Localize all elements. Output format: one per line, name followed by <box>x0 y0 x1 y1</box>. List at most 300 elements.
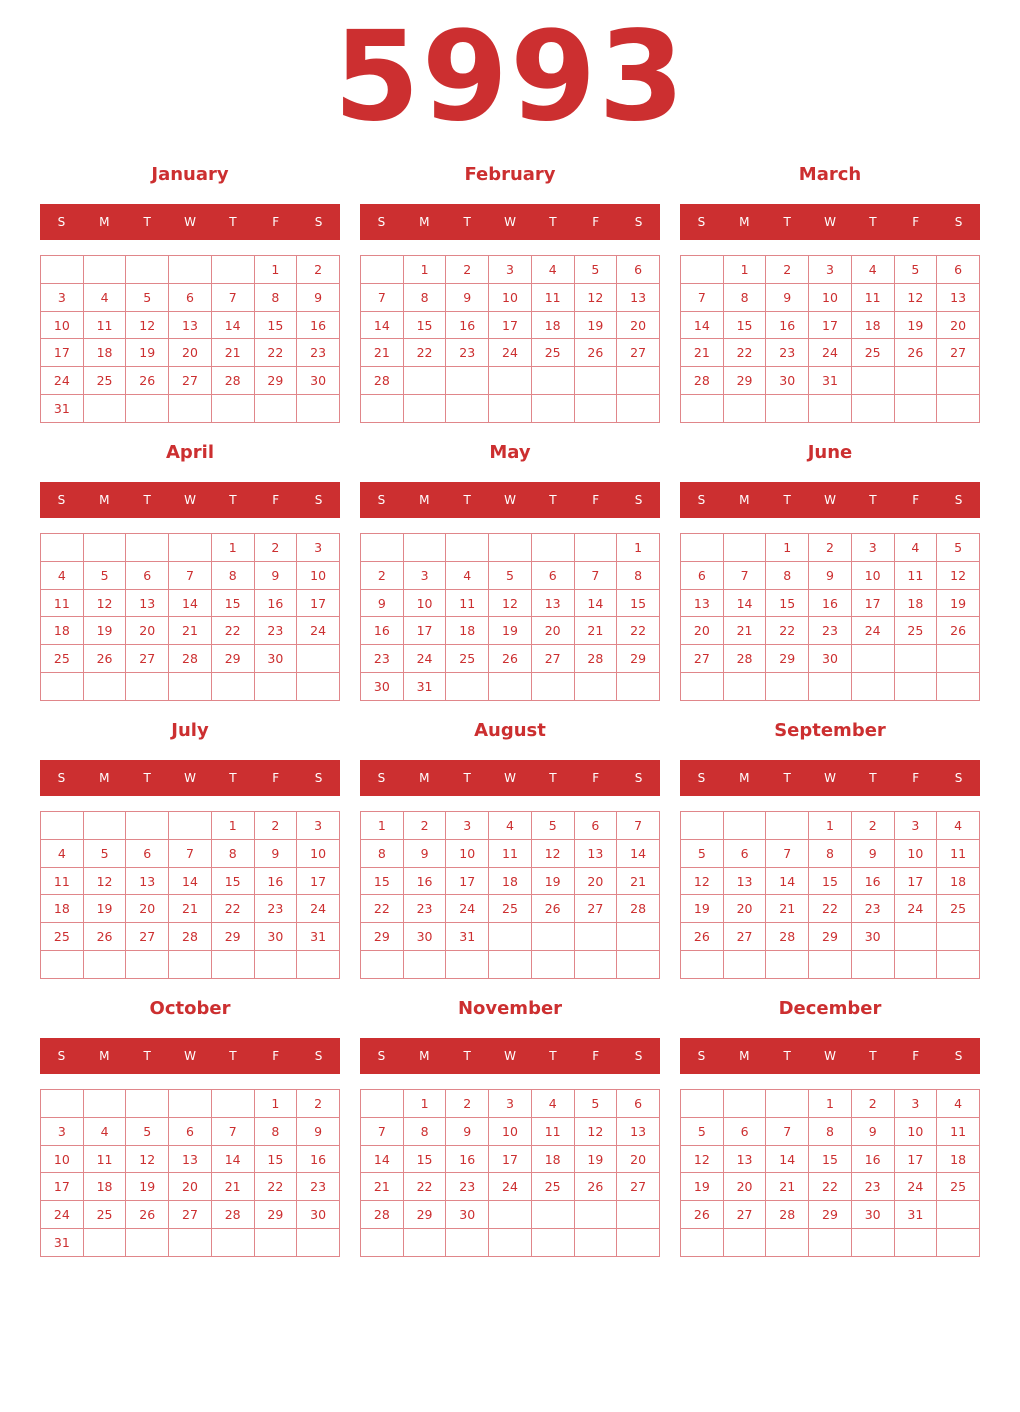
day-cell: 16 <box>361 617 404 645</box>
empty-day-cell <box>723 1090 766 1118</box>
day-cell: 12 <box>126 311 169 339</box>
day-cell: 24 <box>809 339 852 367</box>
day-cell: 18 <box>531 311 574 339</box>
weekday-header: T <box>229 1049 237 1063</box>
weekday-header: T <box>143 771 151 785</box>
empty-day-cell <box>489 951 532 979</box>
empty-day-cell <box>809 951 852 979</box>
empty-day-cell <box>766 1229 809 1257</box>
week-row <box>681 311 980 339</box>
month-name: December <box>778 998 882 1019</box>
empty-day-cell <box>403 1229 446 1257</box>
weekday-header: F <box>912 771 920 785</box>
day-cell: 8 <box>809 1117 852 1145</box>
week-row <box>41 1145 340 1173</box>
day-cell: 15 <box>403 311 446 339</box>
day-cell: 16 <box>766 311 809 339</box>
day-cell: 9 <box>297 283 340 311</box>
weekday-header: T <box>783 1049 791 1063</box>
empty-day-cell <box>41 812 84 840</box>
empty-day-cell <box>297 673 340 701</box>
day-cell: 11 <box>41 589 84 617</box>
week-row <box>361 1229 660 1257</box>
day-cell: 21 <box>169 895 212 923</box>
weekday-header: T <box>869 493 877 507</box>
weekday-header: W <box>824 493 836 507</box>
day-cell: 9 <box>851 839 894 867</box>
day-cell: 27 <box>937 339 980 367</box>
weekday-header: W <box>504 771 516 785</box>
day-cell: 30 <box>809 645 852 673</box>
empty-day-cell <box>531 1201 574 1229</box>
empty-day-cell <box>681 395 724 423</box>
empty-day-cell <box>574 923 617 951</box>
day-cell: 11 <box>489 839 532 867</box>
day-cell: 27 <box>681 645 724 673</box>
weekday-header: W <box>184 215 196 229</box>
weekday-header-bar <box>40 482 340 518</box>
empty-day-cell <box>169 256 212 284</box>
day-cell: 22 <box>809 895 852 923</box>
day-grid <box>360 255 660 423</box>
month-name: February <box>464 164 556 185</box>
day-cell: 10 <box>403 589 446 617</box>
empty-day-cell <box>681 1229 724 1257</box>
day-cell: 22 <box>211 895 254 923</box>
day-cell: 28 <box>617 895 660 923</box>
day-cell: 15 <box>809 867 852 895</box>
day-cell: 12 <box>531 839 574 867</box>
day-cell: 26 <box>937 617 980 645</box>
month-name: November <box>457 998 563 1019</box>
day-cell: 18 <box>937 1145 980 1173</box>
week-row <box>681 1145 980 1173</box>
day-cell: 28 <box>169 645 212 673</box>
day-cell: 9 <box>766 283 809 311</box>
day-cell: 20 <box>574 867 617 895</box>
empty-day-cell <box>574 395 617 423</box>
week-row <box>361 1090 660 1118</box>
day-cell: 1 <box>254 256 297 284</box>
empty-day-cell <box>41 534 84 562</box>
day-cell: 30 <box>361 673 404 701</box>
month-name: October <box>149 998 231 1019</box>
week-row <box>361 1201 660 1229</box>
day-cell: 31 <box>297 923 340 951</box>
weekday-header: M <box>739 493 750 507</box>
day-cell: 17 <box>41 339 84 367</box>
day-cell: 24 <box>894 1173 937 1201</box>
empty-day-cell <box>83 812 126 840</box>
day-cell: 13 <box>169 311 212 339</box>
day-cell: 10 <box>489 283 532 311</box>
empty-day-cell <box>169 1229 212 1257</box>
day-cell: 18 <box>83 1173 126 1201</box>
day-cell: 27 <box>723 1201 766 1229</box>
empty-day-cell <box>723 1229 766 1257</box>
day-cell: 8 <box>211 839 254 867</box>
day-cell: 24 <box>41 367 84 395</box>
empty-day-cell <box>937 1201 980 1229</box>
day-cell: 2 <box>446 256 489 284</box>
week-row <box>41 561 340 589</box>
day-cell: 23 <box>254 895 297 923</box>
day-cell: 7 <box>169 839 212 867</box>
day-cell: 6 <box>937 256 980 284</box>
day-cell: 26 <box>83 645 126 673</box>
weekday-header: M <box>419 771 430 785</box>
day-cell: 1 <box>254 1090 297 1118</box>
week-row <box>361 923 660 951</box>
day-cell: 5 <box>574 256 617 284</box>
day-cell: 5 <box>681 839 724 867</box>
day-cell: 2 <box>254 812 297 840</box>
day-cell: 19 <box>937 589 980 617</box>
empty-day-cell <box>681 812 724 840</box>
day-cell: 1 <box>403 1090 446 1118</box>
day-cell: 25 <box>41 923 84 951</box>
day-cell: 19 <box>83 895 126 923</box>
month-name: January <box>151 164 229 185</box>
weekday-header: M <box>99 1049 110 1063</box>
day-cell: 27 <box>126 645 169 673</box>
weekday-header: S <box>314 1049 323 1063</box>
empty-day-cell <box>766 1090 809 1118</box>
empty-day-cell <box>41 951 84 979</box>
empty-day-cell <box>83 1229 126 1257</box>
day-cell: 8 <box>211 561 254 589</box>
weekday-header: M <box>419 493 430 507</box>
empty-day-cell <box>361 256 404 284</box>
week-row <box>681 617 980 645</box>
empty-day-cell <box>574 534 617 562</box>
day-cell: 27 <box>169 367 212 395</box>
day-cell: 14 <box>361 311 404 339</box>
empty-day-cell <box>361 951 404 979</box>
day-cell: 22 <box>723 339 766 367</box>
empty-day-cell <box>531 673 574 701</box>
day-cell: 21 <box>681 339 724 367</box>
empty-day-cell <box>254 1229 297 1257</box>
day-cell: 18 <box>894 589 937 617</box>
day-cell: 2 <box>254 534 297 562</box>
week-row <box>361 561 660 589</box>
empty-day-cell <box>489 1201 532 1229</box>
empty-day-cell <box>937 1229 980 1257</box>
day-cell: 4 <box>83 1117 126 1145</box>
empty-day-cell <box>489 395 532 423</box>
day-cell: 25 <box>531 1173 574 1201</box>
week-row <box>361 589 660 617</box>
day-cell: 4 <box>489 812 532 840</box>
day-cell: 7 <box>766 1117 809 1145</box>
day-cell: 10 <box>446 839 489 867</box>
empty-day-cell <box>211 395 254 423</box>
empty-day-cell <box>617 1229 660 1257</box>
day-cell: 19 <box>83 617 126 645</box>
day-cell: 1 <box>211 812 254 840</box>
month-name: September <box>774 720 886 741</box>
weekday-header: M <box>739 1049 750 1063</box>
day-cell: 18 <box>446 617 489 645</box>
month-may <box>360 438 660 708</box>
day-cell: 10 <box>489 1117 532 1145</box>
day-cell: 3 <box>894 1090 937 1118</box>
day-cell: 27 <box>723 923 766 951</box>
day-cell: 1 <box>809 812 852 840</box>
day-cell: 16 <box>254 867 297 895</box>
day-cell: 4 <box>41 839 84 867</box>
week-row <box>41 256 340 284</box>
day-cell: 2 <box>809 534 852 562</box>
day-cell: 26 <box>83 923 126 951</box>
weekday-header: S <box>634 215 643 229</box>
empty-day-cell <box>169 951 212 979</box>
day-cell: 26 <box>681 923 724 951</box>
day-cell: 28 <box>211 367 254 395</box>
weekday-header: T <box>783 215 791 229</box>
day-cell: 12 <box>83 589 126 617</box>
day-cell: 6 <box>723 1117 766 1145</box>
weekday-header: T <box>463 771 471 785</box>
day-cell: 18 <box>41 617 84 645</box>
weekday-header-bar <box>360 482 660 518</box>
day-cell: 31 <box>894 1201 937 1229</box>
empty-day-cell <box>851 395 894 423</box>
day-cell: 12 <box>937 561 980 589</box>
weekday-header: S <box>634 493 643 507</box>
weekday-header: M <box>99 493 110 507</box>
day-cell: 5 <box>126 283 169 311</box>
day-cell: 20 <box>126 617 169 645</box>
weekday-header: W <box>504 215 516 229</box>
day-cell: 25 <box>41 645 84 673</box>
day-cell: 25 <box>83 367 126 395</box>
day-cell: 12 <box>681 867 724 895</box>
day-cell: 6 <box>681 561 724 589</box>
day-cell: 1 <box>723 256 766 284</box>
day-cell: 25 <box>531 339 574 367</box>
week-row <box>361 951 660 979</box>
empty-day-cell <box>531 923 574 951</box>
day-cell: 12 <box>681 1145 724 1173</box>
day-cell: 21 <box>766 1173 809 1201</box>
day-cell: 3 <box>403 561 446 589</box>
month-august <box>360 716 660 986</box>
weekday-header: T <box>869 1049 877 1063</box>
day-cell: 22 <box>254 339 297 367</box>
day-cell: 15 <box>617 589 660 617</box>
empty-day-cell <box>894 367 937 395</box>
weekday-header: S <box>634 1049 643 1063</box>
week-row <box>681 561 980 589</box>
empty-day-cell <box>126 673 169 701</box>
day-cell: 12 <box>574 1117 617 1145</box>
empty-day-cell <box>894 645 937 673</box>
weekday-header-bar <box>680 1038 980 1074</box>
day-cell: 2 <box>297 256 340 284</box>
day-grid <box>680 255 980 423</box>
day-cell: 15 <box>809 1145 852 1173</box>
empty-day-cell <box>169 812 212 840</box>
weekday-header: M <box>419 1049 430 1063</box>
weekday-header: T <box>143 215 151 229</box>
weekday-header: W <box>184 1049 196 1063</box>
day-cell: 15 <box>254 1145 297 1173</box>
day-cell: 13 <box>169 1145 212 1173</box>
week-row <box>361 673 660 701</box>
empty-day-cell <box>723 395 766 423</box>
month-march <box>680 160 980 430</box>
weekday-header-bar <box>40 760 340 796</box>
empty-day-cell <box>894 673 937 701</box>
week-row <box>361 895 660 923</box>
week-row <box>41 951 340 979</box>
day-cell: 11 <box>937 1117 980 1145</box>
weekday-header: F <box>912 493 920 507</box>
day-cell: 27 <box>126 923 169 951</box>
day-cell: 19 <box>574 311 617 339</box>
week-row <box>361 534 660 562</box>
weekday-header: T <box>463 493 471 507</box>
day-cell: 30 <box>297 367 340 395</box>
day-cell: 21 <box>766 895 809 923</box>
week-row <box>681 673 980 701</box>
empty-day-cell <box>211 1229 254 1257</box>
day-cell: 19 <box>681 1173 724 1201</box>
day-cell: 9 <box>254 839 297 867</box>
empty-day-cell <box>446 951 489 979</box>
empty-day-cell <box>723 534 766 562</box>
day-cell: 15 <box>211 867 254 895</box>
day-cell: 10 <box>894 1117 937 1145</box>
day-cell: 28 <box>766 1201 809 1229</box>
day-cell: 6 <box>169 283 212 311</box>
day-cell: 26 <box>681 1201 724 1229</box>
day-cell: 11 <box>531 1117 574 1145</box>
empty-day-cell <box>83 256 126 284</box>
weekday-header: W <box>184 493 196 507</box>
day-cell: 4 <box>894 534 937 562</box>
day-cell: 24 <box>851 617 894 645</box>
empty-day-cell <box>403 534 446 562</box>
day-cell: 20 <box>617 311 660 339</box>
day-cell: 26 <box>489 645 532 673</box>
day-cell: 8 <box>403 283 446 311</box>
empty-day-cell <box>681 1090 724 1118</box>
day-cell: 14 <box>723 589 766 617</box>
empty-day-cell <box>766 673 809 701</box>
weekday-header: S <box>57 771 66 785</box>
empty-day-cell <box>574 673 617 701</box>
week-row <box>41 812 340 840</box>
day-cell: 6 <box>723 839 766 867</box>
day-cell: 3 <box>446 812 489 840</box>
week-row <box>41 923 340 951</box>
weekday-header: W <box>824 215 836 229</box>
empty-day-cell <box>617 673 660 701</box>
day-cell: 13 <box>681 589 724 617</box>
month-name: August <box>474 720 546 741</box>
weekday-header: T <box>869 215 877 229</box>
day-cell: 13 <box>574 839 617 867</box>
day-cell: 30 <box>297 1201 340 1229</box>
week-row <box>41 673 340 701</box>
day-cell: 12 <box>489 589 532 617</box>
day-cell: 7 <box>723 561 766 589</box>
day-cell: 22 <box>211 617 254 645</box>
week-row <box>681 645 980 673</box>
weekday-header: W <box>184 771 196 785</box>
day-cell: 26 <box>574 339 617 367</box>
weekday-header: T <box>549 493 557 507</box>
day-cell: 22 <box>617 617 660 645</box>
weekday-header: W <box>824 1049 836 1063</box>
day-cell: 1 <box>361 812 404 840</box>
day-cell: 14 <box>169 867 212 895</box>
month-name: May <box>489 442 531 463</box>
empty-day-cell <box>851 1229 894 1257</box>
empty-day-cell <box>126 1229 169 1257</box>
day-grid <box>680 533 980 701</box>
day-cell: 6 <box>169 1117 212 1145</box>
day-cell: 23 <box>851 895 894 923</box>
day-cell: 8 <box>809 839 852 867</box>
empty-day-cell <box>361 1090 404 1118</box>
day-cell: 3 <box>41 1117 84 1145</box>
day-cell: 17 <box>297 589 340 617</box>
day-cell: 4 <box>851 256 894 284</box>
day-cell: 28 <box>574 645 617 673</box>
empty-day-cell <box>489 1229 532 1257</box>
empty-day-cell <box>766 395 809 423</box>
week-row <box>41 395 340 423</box>
week-row <box>681 951 980 979</box>
day-cell: 23 <box>254 617 297 645</box>
day-cell: 3 <box>297 534 340 562</box>
empty-day-cell <box>297 1229 340 1257</box>
month-september <box>680 716 980 986</box>
empty-day-cell <box>937 951 980 979</box>
week-row <box>681 1117 980 1145</box>
day-cell: 31 <box>809 367 852 395</box>
day-cell: 7 <box>361 283 404 311</box>
weekday-header: M <box>419 215 430 229</box>
weekday-header: T <box>549 771 557 785</box>
day-cell: 25 <box>937 1173 980 1201</box>
day-cell: 16 <box>297 311 340 339</box>
day-cell: 1 <box>403 256 446 284</box>
day-cell: 14 <box>169 589 212 617</box>
empty-day-cell <box>681 673 724 701</box>
week-row <box>361 367 660 395</box>
empty-day-cell <box>254 395 297 423</box>
empty-day-cell <box>83 534 126 562</box>
empty-day-cell <box>41 256 84 284</box>
day-cell: 20 <box>126 895 169 923</box>
weekday-header: S <box>697 1049 706 1063</box>
empty-day-cell <box>723 951 766 979</box>
weekday-header: T <box>783 493 791 507</box>
empty-day-cell <box>809 673 852 701</box>
weekday-header: T <box>463 215 471 229</box>
day-cell: 15 <box>766 589 809 617</box>
empty-day-cell <box>937 923 980 951</box>
empty-day-cell <box>169 534 212 562</box>
day-cell: 25 <box>489 895 532 923</box>
week-row <box>361 311 660 339</box>
weekday-header: S <box>697 493 706 507</box>
